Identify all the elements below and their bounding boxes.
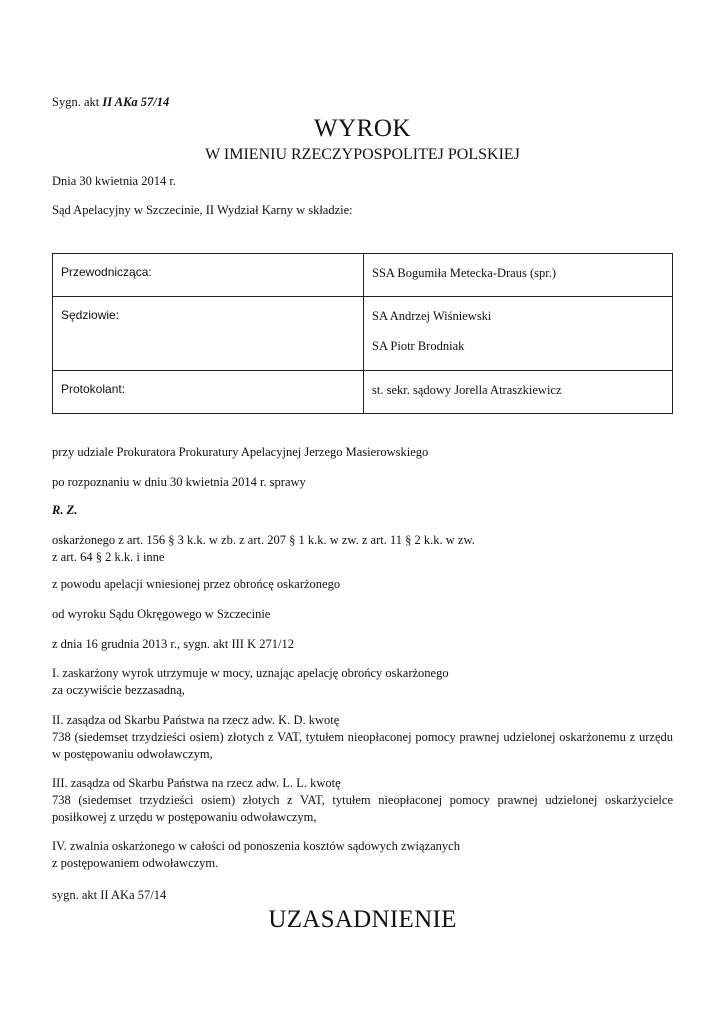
member-cell bbox=[364, 297, 673, 371]
document-subtitle: W IMIENIU RZECZYPOSPOLITEJ POLSKIEJ bbox=[205, 146, 520, 163]
judgment-date: Dnia 30 kwietnia 2014 r. bbox=[52, 174, 176, 188]
appealed-judgment-date: z dnia 16 grudnia 2013 r., sygn. akt III K 271/12 bbox=[52, 637, 294, 651]
document-title: WYROK bbox=[314, 115, 411, 142]
court-composition-table bbox=[52, 253, 673, 414]
ruling-body: 738 (siedemset trzydzieści osiem) złotych z VAT, tytułem nieopłaconej pomocy prawnej udzielonej oskarżonemu z urzędu w postępowaniu odwoławczym, bbox=[52, 730, 673, 761]
table-row bbox=[53, 254, 673, 297]
charge-line: z art. 64 § 2 k.k. i inne bbox=[52, 550, 165, 564]
member-cell bbox=[364, 254, 673, 297]
ruling-item bbox=[52, 665, 673, 699]
prosecutor-line: przy udziale Prokuratora Prokuratury Apelacyjnej Jerzego Masierowskiego bbox=[52, 445, 429, 459]
ruling-body: za oczywiście bezzasadną, bbox=[52, 683, 185, 697]
role-cell: Przewodnicząca: bbox=[53, 254, 364, 297]
ruling-body: 738 (siedemset trzydzieści osiem) złotych z VAT, tytułem nieopłaconej pomocy prawnej udzielonej oskarżycielce posiłkowej z urzędu w postępowaniu odwoławczym, bbox=[52, 793, 673, 824]
member-name: st. sekr. sądowy Jorella Atraszkiewicz bbox=[372, 383, 562, 397]
ruling-body: z postępowaniem odwoławczym. bbox=[52, 856, 219, 870]
member-name: SA Piotr Brodniak bbox=[372, 339, 465, 353]
role-cell: Sędziowie: bbox=[53, 297, 364, 371]
table-row bbox=[53, 297, 673, 371]
ruling-item bbox=[52, 838, 673, 872]
ruling-item bbox=[52, 775, 673, 826]
appeal-line: z powodu apelacji wniesionej przez obrońcę oskarżonego bbox=[52, 577, 341, 591]
case-reference bbox=[52, 94, 169, 110]
hearing-line: po rozpoznaniu w dniu 30 kwietnia 2014 r. sprawy bbox=[52, 475, 306, 489]
footer-case-reference: sygn. akt II AKa 57/14 bbox=[52, 888, 167, 902]
ruling-head: IV. zwalnia oskarżonego w całości od ponoszenia kosztów sądowych związanych bbox=[52, 839, 460, 853]
ruling-head: III. zasądza od Skarbu Państwa na rzecz adw. L. L. kwotę bbox=[52, 776, 341, 790]
charge-line: oskarżonego z art. 156 § 3 k.k. w zb. z art. 207 § 1 k.k. w zw. z art. 11 § 2 k.k. w zw. bbox=[52, 533, 475, 547]
role-cell: Protokolant: bbox=[53, 371, 364, 414]
justification-heading: UZASADNIENIE bbox=[268, 906, 457, 933]
case-number: II AKa 57/14 bbox=[102, 95, 170, 109]
appealed-judgment-line: od wyroku Sądu Okręgowego w Szczecinie bbox=[52, 607, 271, 621]
ruling-head: II. zasądza od Skarbu Państwa na rzecz adw. K. D. kwotę bbox=[52, 713, 340, 727]
court-composition-intro: Sąd Apelacyjny w Szczecinie, II Wydział Karny w składzie: bbox=[52, 203, 353, 217]
member-name: SA Andrzej Wiśniewski bbox=[372, 309, 492, 323]
table-row bbox=[53, 371, 673, 414]
ruling-item bbox=[52, 712, 673, 763]
ruling-head: I. zaskarżony wyrok utrzymuje w mocy, uznając apelację obrońcy oskarżonego bbox=[52, 666, 449, 680]
member-cell bbox=[364, 371, 673, 414]
case-reference-prefix: Sygn. akt bbox=[52, 95, 100, 109]
member-name: SSA Bogumiła Metecka-Draus (spr.) bbox=[372, 266, 557, 280]
defendant-name: R. Z. bbox=[52, 503, 78, 517]
